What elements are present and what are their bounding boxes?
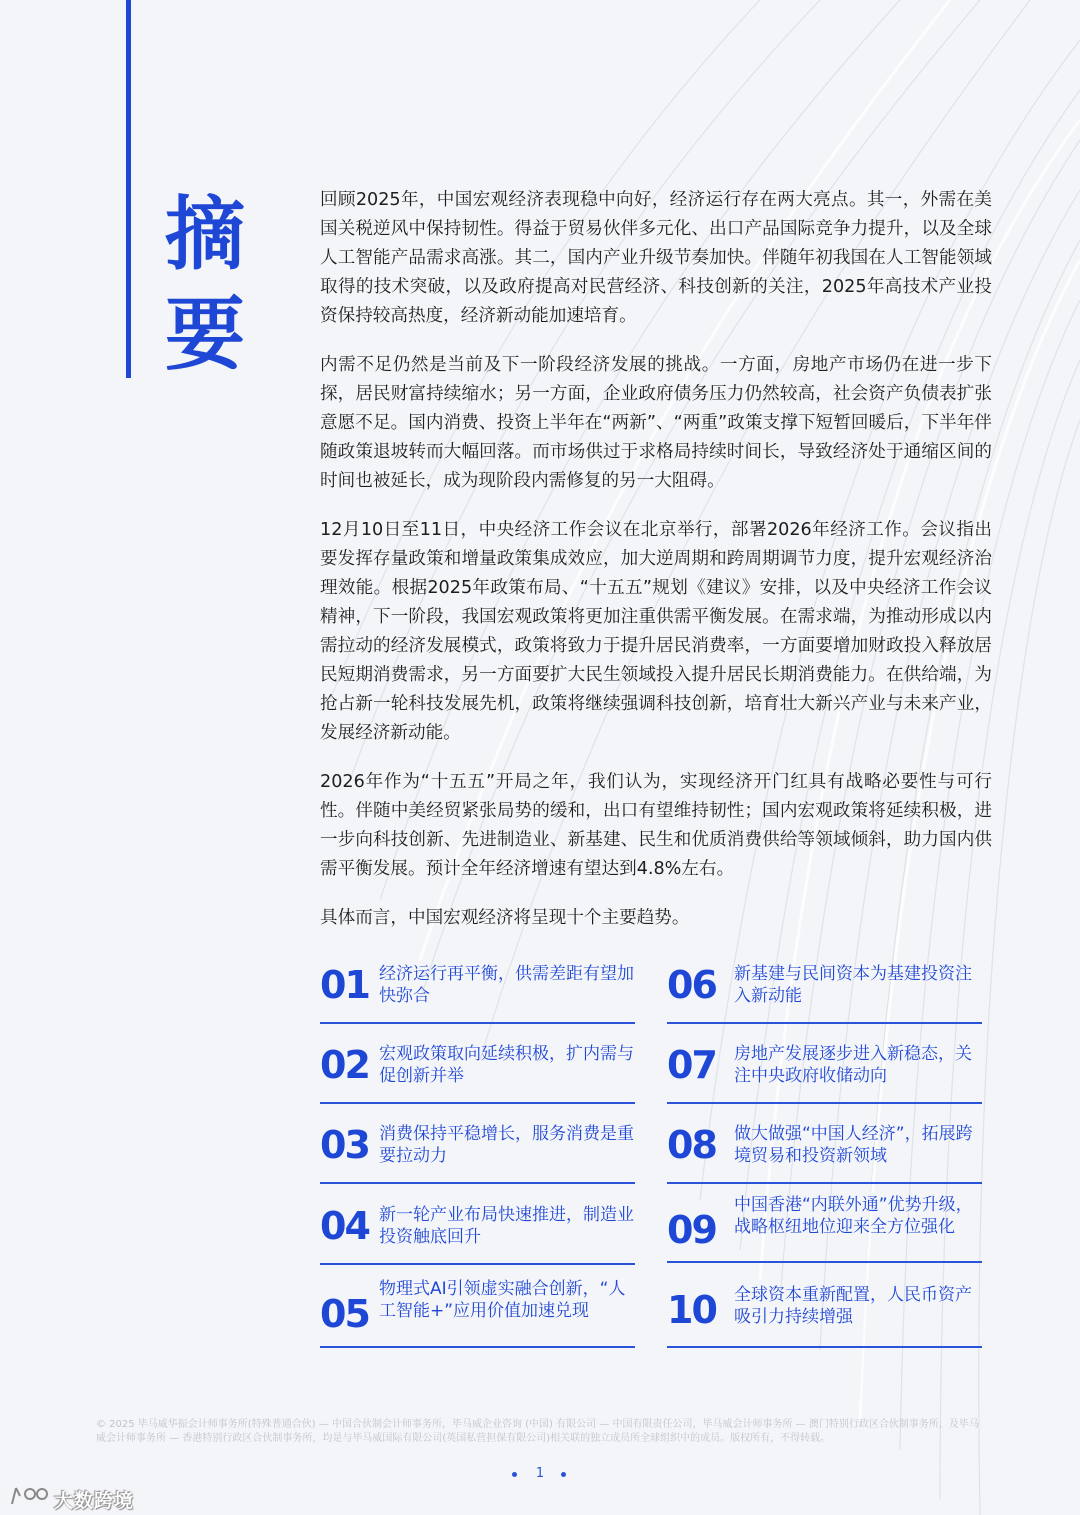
trend-text: 宏观政策取向延续积极，扩内需与促创新并举 xyxy=(379,1044,634,1086)
summary-body xyxy=(320,186,992,953)
copyright-notice: © 2025 毕马威华振会计师事务所(特殊普通合伙) — 中国合伙制会计师事务所，毕马威企业咨询 (中国) 有限公司 — 中国有限责任公司，毕马威会计师事务所 — 澳门特别行政区合伙制事务所，及毕马威会计师事务所 — 香港特别行政区合伙制事务所，均是与毕马威国际有限公司(英国私营担保有限公司)相关联的独立成员所全球组织中的成员。版权所有，不得转载。 xyxy=(96,1419,979,1444)
trend-number: 02 xyxy=(320,1043,369,1087)
trend-number: 03 xyxy=(320,1123,369,1167)
trend-text: 经济运行再平衡，供需差距有望加快弥合 xyxy=(379,964,634,1006)
trend-text: 物理式AI引领虚实融合创新，“人工智能+”应用价值加速兑现 xyxy=(379,1279,626,1321)
paragraph-review-2025: 回顾2025年，中国宏观经济表现稳中向好，经济运行存在两大亮点。其一，外需在美国关税逆风中保持韧性。得益于贸易伙伴多元化、出口产品国际竞争力提升，以及全球人工智能产品需求高涨。其二，国内产业升级节奏加快。伴随年初我国在人工智能领域取得的技术突破，以及政府提高对民营经济、科技创新的关注，2025年高技术产业投资保持较高热度，经济新动能加速培育。 xyxy=(320,190,992,326)
trend-text: 新一轮产业布局快速推进，制造业投资触底回升 xyxy=(379,1205,634,1247)
trend-item-01 xyxy=(320,960,635,1024)
trend-text: 房地产发展逐步进入新稳态，关注中央政府收储动向 xyxy=(734,1044,972,1086)
page-indicator xyxy=(512,1466,568,1484)
trend-item-10 xyxy=(667,1281,982,1348)
watermark-text: 大数跨境 xyxy=(54,1490,135,1512)
trend-number: 05 xyxy=(320,1292,369,1336)
title-accent-bar xyxy=(126,0,131,378)
logo-icon xyxy=(8,1484,52,1508)
trend-number: 09 xyxy=(667,1208,716,1252)
page-dot-left xyxy=(512,1472,517,1477)
trend-number: 06 xyxy=(667,963,716,1007)
trend-number: 08 xyxy=(667,1123,716,1167)
page-number: 1 xyxy=(535,1466,545,1481)
trend-item-07 xyxy=(667,1040,982,1104)
trend-item-06 xyxy=(667,960,982,1024)
trend-number: 04 xyxy=(320,1204,369,1248)
trend-number: 01 xyxy=(320,963,369,1007)
trend-item-09 xyxy=(667,1195,982,1263)
trend-item-03 xyxy=(320,1120,635,1184)
trend-item-04 xyxy=(320,1201,635,1265)
trend-number: 10 xyxy=(667,1288,716,1332)
paragraph-ten-trends-intro: 具体而言，中国宏观经济将呈现十个主要趋势。 xyxy=(320,908,690,928)
trend-text: 新基建与民间资本为基建投资注入新动能 xyxy=(734,964,972,1006)
trend-item-02 xyxy=(320,1040,635,1104)
trend-item-08 xyxy=(667,1120,982,1184)
trend-text: 全球资本重新配置，人民币资产吸引力持续增强 xyxy=(734,1285,972,1327)
title-char-2: 要 xyxy=(165,288,245,381)
paragraph-outlook-2026: 2026年作为“十五五”开局之年，我们认为，实现经济开门红具有战略必要性与可行性。伴随中美经贸紧张局势的缓和，出口有望维持韧性；国内宏观政策将延续积极，进一步向科技创新、先进制造业、新基建、民生和优质消费供给等领域倾斜，助力国内供需平衡发展。预计全年经济增速有望达到4.8%左右。 xyxy=(320,772,992,879)
paragraph-domestic-demand: 内需不足仍然是当前及下一阶段经济发展的挑战。一方面，房地产市场仍在进一步下探，居民财富持续缩水；另一方面，企业政府债务压力仍然较高，社会资产负债表扩张意愿不足。国内消费、投资上半年在“两新”、“两重”政策支撑下短暂回暖后，下半年伴随政策退坡转而大幅回落。而市场供过于求格局持续时间长，导致经济处于通缩区间的时间也被延长，成为现阶段内需修复的另一大阻碍。 xyxy=(320,355,992,491)
trend-number: 07 xyxy=(667,1043,716,1087)
trend-text: 消费保持平稳增长，服务消费是重要拉动力 xyxy=(379,1124,634,1166)
watermark xyxy=(8,1484,158,1512)
title-char-1: 摘 xyxy=(165,188,245,281)
trend-text: 中国香港“内联外通”优势升级，战略枢纽地位迎来全方位强化 xyxy=(734,1195,973,1237)
trend-item-05 xyxy=(320,1281,635,1348)
trend-text: 做大做强“中国人经济”，拓展跨境贸易和投资新领域 xyxy=(734,1124,973,1166)
paragraph-economic-conference: 12月10日至11日，中央经济工作会议在北京举行，部署2026年经济工作。会议指出要发挥存量政策和增量政策集成效应，加大逆周期和跨周期调节力度，提升宏观经济治理效能。根据2025年政策布局、“十五五”规划《建议》安排，以及中央经济工作会议精神，下一阶段，我国宏观政策将更加注重供需平衡发展。在需求端，为推动形成以内需拉动的经济发展模式，政策将致力于提升居民消费率，一方面要增加财政投入释放居民短期消费需求，另一方面要扩大民生领域投入提升居民长期消费能力。在供给端，为抢占新一轮科技发展先机，政策将继续强调科技创新，培育壮大新兴产业与未来产业，发展经济新动能。 xyxy=(320,520,992,743)
page-dot-right xyxy=(561,1472,566,1477)
